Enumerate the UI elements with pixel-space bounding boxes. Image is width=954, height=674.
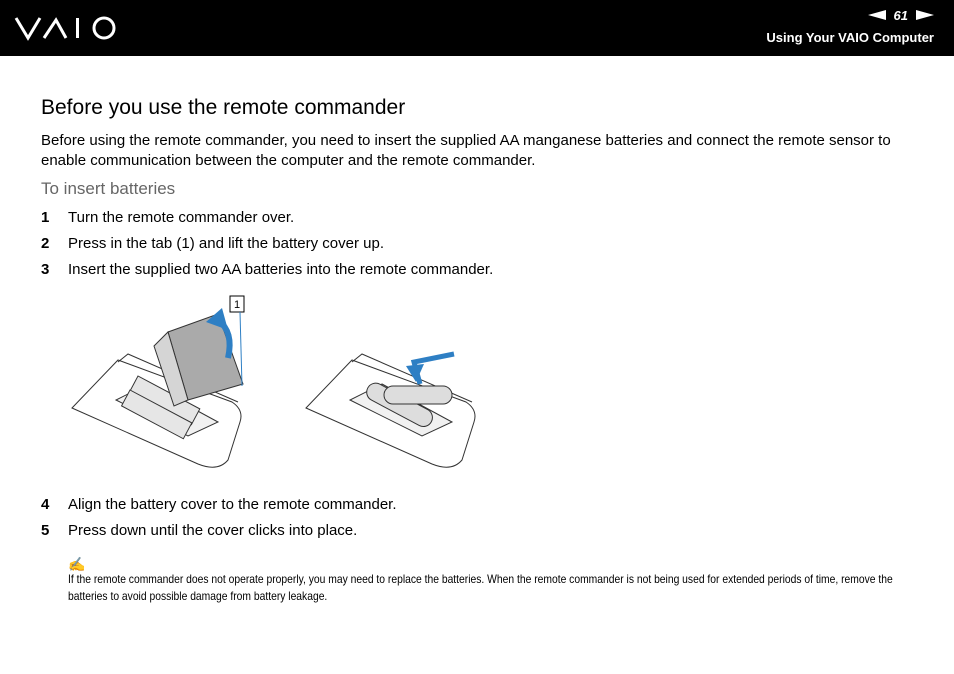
step-number: 4 (41, 496, 50, 513)
page-navigation (868, 7, 934, 23)
step-text: Turn the remote commander over. (68, 209, 295, 226)
step-number: 2 (41, 235, 50, 252)
remote-cover-open (72, 314, 243, 467)
next-page-icon[interactable] (916, 10, 934, 20)
remote-with-batteries (306, 354, 475, 467)
step-number: 5 (41, 522, 50, 539)
step-3 (41, 261, 493, 278)
previous-page-icon[interactable] (868, 10, 886, 20)
page-title: Before you use the remote commander (41, 96, 406, 119)
step-text: Press down until the cover clicks into place. (68, 522, 358, 539)
step-5 (41, 522, 357, 539)
section-title: Using Your VAIO Computer (766, 30, 934, 45)
battery-illustration (68, 292, 478, 492)
callout-label: 1 (233, 299, 241, 311)
step-text: Insert the supplied two AA batteries into the remote commander. (68, 261, 494, 278)
pencil-note-icon: ✍ (68, 556, 86, 572)
step-1 (41, 209, 294, 226)
section-subtitle: To insert batteries (41, 179, 176, 198)
vaio-logo (14, 14, 122, 42)
intro-paragraph: Before using the remote commander, you need to insert the supplied AA manganese batteries and connect the remote sensor to enable communication between the computer and the remote commander. (41, 132, 891, 169)
step-2 (41, 235, 384, 252)
step-number: 3 (41, 261, 50, 278)
step-text: Align the battery cover to the remote commander. (68, 496, 397, 513)
step-number: 1 (41, 209, 50, 226)
header-bar (0, 0, 954, 56)
page-number: 61 (893, 7, 908, 23)
step-text: Press in the tab (1) and lift the battery cover up. (68, 235, 384, 252)
note-text: If the remote commander does not operate properly, you may need to replace the batteries. When the remote commander is not being used for extended periods of time, remove the batteries to avoid possible damage from battery leakage. (68, 572, 893, 603)
step-4 (41, 496, 397, 513)
